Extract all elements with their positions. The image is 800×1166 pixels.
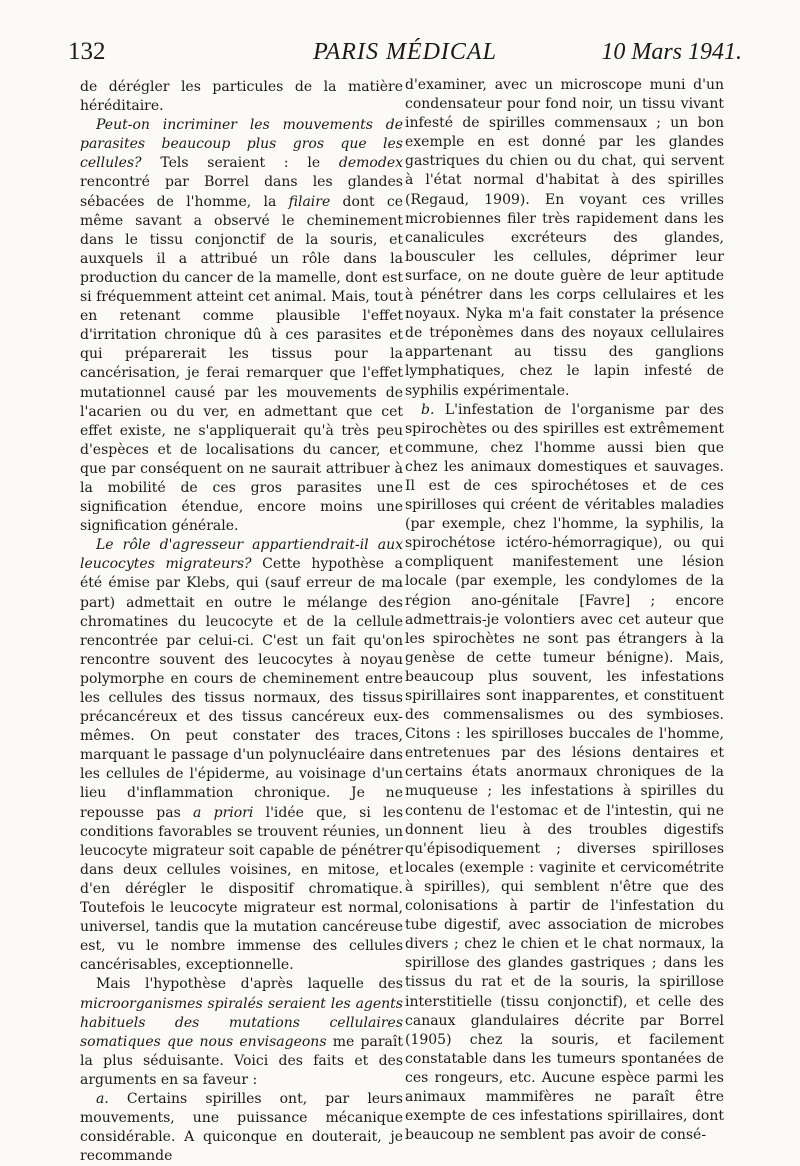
- italic-question: Le rôle d'agresseur appartiendrait-il aux leucocytes migrateurs?: [80, 537, 403, 573]
- right-column: [405, 76, 724, 1145]
- page-header: [68, 38, 742, 74]
- issue-date: 10 Mars 1941.: [601, 39, 742, 65]
- paragraph: Le rôle d'agresseur appartiendrait-il aux leucocytes migrateurs? Cette hypothèse a été émise par Klebs, qui (sauf erreur de ma part) admettait en outre le mélange des chromatines du leucocyte et de la cellule rencontrée par celui-ci. C'est un fait qu'on rencontre souvent des leucocytes à noyau polymorphe en cours de cheminement entre les cellules des tissus normaux, des tissus précancéreux et des tissus cancéreux eux-mêmes. On peut constater des traces, marquant le passage d'un polynucléaire dans les cellules de l'épiderme, au voisinage d'un lieu d'inflammation chronique. Je ne repousse pas a priori l'idée que, si les conditions favorables se trouvent réunies, un leucocyte migrateur soit capable de pénétrer dans deux cellules voisines, en mitose, et d'en dérégler le dispositif chromatique. Toutefois le leucocyte migrateur est normal, universel, tandis que la mutation cancéreuse est, vu le nombre immense des cellules cancérisables, exceptionnelle.: [80, 537, 403, 974]
- italic-hypothesis: microorganismes spiralés seraient les agents habituels des mutations cellulaires somatiques que nous envisageons: [80, 995, 403, 1050]
- paragraph: b. L'infestation de l'organisme par des spirochètes ou des spirilles est extrêmement commune, chez l'homme aussi bien que chez les animaux domestiques et sauvages. Il est de ces spirochétoses et de ces spirilloses qui créent de véritables maladies (par exemple, chez l'homme, la syphilis, la spirochétose ictéro-hémorragique), ou qui compliquent manifestement une lésion locale (par exemple, les condylomes de la région ano-génitale [Favre] ; encore admettrais-je volontiers avec cet auteur que les spirochètes ne sont pas étrangers à la genèse de cette tumeur bénigne). Mais, beaucoup plus souvent, les infestations spirillaires sont inapparentes, et constituent des commensalismes ou des symbioses. Citons : les spirilloses buccales de l'homme, entretenues par des lésions dentaires et certains états anormaux chroniques de la muqueuse ; les infestations à spirilles du contenu de l'estomac et de l'intestin, qui ne donnent lieu à des troubles digestifs qu'épisodiquement ; diverses spirilloses locales (exemple : vaginite et cervicométrite à spirilles), qui semblent n'être que des colonisations à partir de l'infestation du tube digestif, avec association de microbes divers ; chez le chien et le chat normaux, la spirillose des glandes gastriques ; dans les tissus du rat et de la souris, la spirillose interstitielle (tissu conjonctif), et celle des canaux glandulaires décrite par Borrel (1905) chez la souris, et facilement constatable dans les tumeurs spontanées de ces rongeurs, etc. Aucune espèce parmi les animaux mammifères ne paraît être exempte de ces infestations spirillaires, dont beaucoup ne semblent pas avoir de consé-: [405, 401, 724, 1144]
- journal-title: PARIS MÉDICAL: [313, 39, 497, 65]
- paragraph: Mais l'hypothèse d'après laquelle des microorganismes spiralés seraient les agents habituels des mutations cellulaires somatiques que nous envisageons me paraît la plus séduisante. Voici des faits et des arguments en sa faveur :: [80, 976, 403, 1088]
- italic-question: Peut-on incriminer les mouvements de parasites beaucoup plus gros que les cellules?: [80, 117, 403, 172]
- paragraph: d'examiner, avec un microscope muni d'un condensateur pour fond noir, un tissu vivant infesté de spirilles commensaux ; un bon exemple en est donné par les glandes gastriques du chien ou du chat, qui servent à l'état normal d'habitat à des spirilles (Regaud, 1909). En voyant ces vrilles microbiennes filer très rapidement dans les canalicules excréteurs des glandes, bousculer les cellules, déprimer leur surface, on ne doute guère de leur aptitude à pénétrer dans les corps cellulaires et les noyaux. Nyka m'a fait constater la présence de tréponèmes dans des noyaux cellulaires appartenant au tissu des ganglions lymphatiques, chez le lapin infesté de syphilis expérimentale.: [405, 77, 724, 399]
- list-label: a.: [96, 1090, 109, 1107]
- paragraph: a. Certains spirilles ont, par leurs mouvements, une puissance mécanique considérable. A quiconque en douterait, je recommande: [80, 1090, 403, 1165]
- italic-term: demodex: [338, 155, 403, 172]
- list-label: b.: [421, 401, 435, 418]
- paragraph: de dérégler les particules de la matière héréditaire.: [80, 79, 403, 115]
- left-column: [80, 78, 403, 1166]
- italic-term: filaire: [288, 193, 331, 210]
- page-number: 132: [68, 38, 106, 65]
- paragraph: Peut-on incriminer les mouvements de parasites beaucoup plus gros que les cellules? Tels seraient : le demodex rencontré par Borrel dans les glandes sébacées de l'homme, la filaire dont ce même savant a observé le cheminement dans le tissu conjonctif de la souris, et auxquels il a attribué un rôle dans la production du cancer de la mamelle, dont est si fréquemment atteint cet animal. Mais, tout en retenant comme plausible l'effet d'irritation chronique dû à ces parasites et qui préparerait les tissus pour la cancérisation, je ferai remarquer que l'effet mutationnel causé par les mouvements de l'acarien ou du ver, en admettant que cet effet existe, ne s'appliquerait qu'à très peu d'espèces et de localisations du cancer, et que par conséquent on ne saurait attribuer à la mobilité de ces gros parasites une signification étendue, encore moins une signification générale.: [80, 117, 403, 535]
- italic-term: a priori: [193, 804, 254, 821]
